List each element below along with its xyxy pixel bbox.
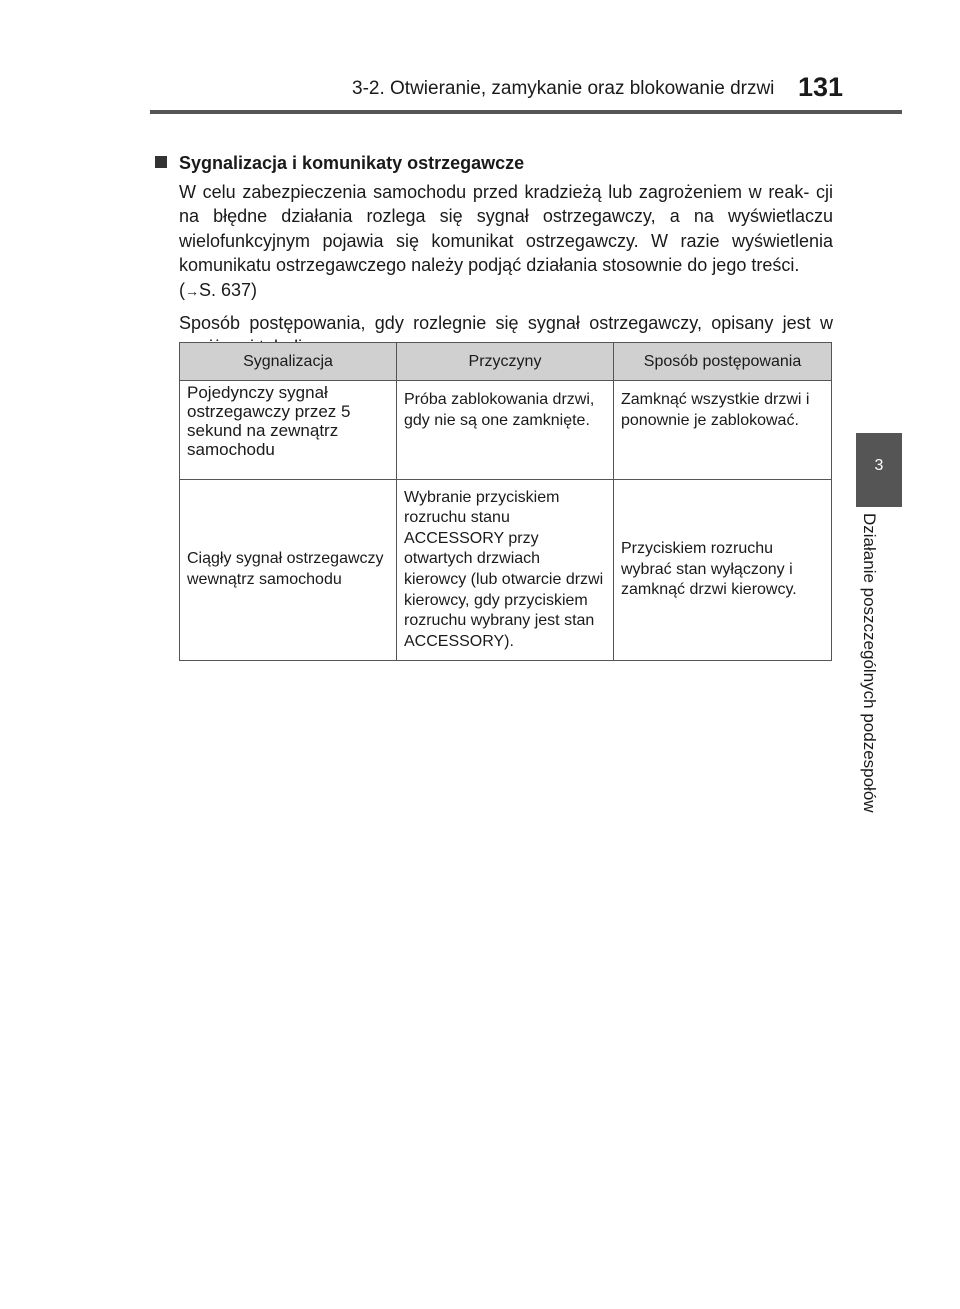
- table-cell: Zamknąć wszystkie drzwi i ponownie je zablokować.: [614, 381, 832, 480]
- header-rule: [150, 110, 902, 114]
- table-cell: Ciągły sygnał ostrzegawczy wewnątrz samochodu: [180, 480, 397, 661]
- table-cell: Pojedynczy sygnał ostrzegawczy przez 5 sekund na zewnątrz samochodu: [180, 381, 397, 480]
- section-heading-text: Sygnalizacja i komunikaty ostrzegawcze: [179, 153, 525, 173]
- section-heading: [155, 150, 833, 176]
- intro-paragraph: [179, 180, 833, 303]
- side-chapter-title-text: Działanie poszczególnych podzespołów: [860, 513, 879, 813]
- chapter-number: 3: [874, 457, 884, 474]
- warning-section: [155, 150, 833, 360]
- table-row: [180, 381, 832, 480]
- column-header-cause: Przyczyny: [397, 343, 614, 381]
- chapter-tab: [856, 433, 902, 507]
- table-header-row: [180, 343, 832, 381]
- page-reference-link[interactable]: S. 637): [199, 279, 258, 300]
- table-row: [180, 480, 832, 661]
- column-header-signal: Sygnalizacja: [180, 343, 397, 381]
- ref-open: (: [179, 279, 185, 300]
- side-chapter-title: [849, 505, 909, 865]
- square-bullet-icon: [155, 156, 167, 168]
- intro-text: W celu zabezpieczenia samochodu przed kradzieżą lub zagrożeniem w reak- cji na błędne działania rozlega się sygnał ostrzegawczy, a na wyświetlaczu wielofunkcyjnym pojawia się komunikat ostrzegawczy. W razie wyświetlenia komunikatu ostrzegawczego należy podjąć działania stosownie do jego treści.: [179, 182, 833, 276]
- table-cell: Wybranie przyciskiem rozruchu stanu ACCESSORY przy otwartych drzwiach kierowcy (lub otwarcie drzwi kierowcy, gdy przyciskiem rozruchu wybrany jest stan ACCESSORY).: [397, 480, 614, 661]
- column-header-action: Sposób postępowania: [614, 343, 832, 381]
- table-cell: Próba zablokowania drzwi, gdy nie są one zamknięte.: [397, 381, 614, 480]
- page-number: 131: [798, 72, 844, 102]
- warning-signal-table: [179, 342, 832, 661]
- table-cell: Przyciskiem rozruchu wybrać stan wyłączony i zamknąć drzwi kierowcy.: [614, 480, 832, 661]
- table-intro-paragraph: Sposób postępowania, gdy rozlegnie się sygnał ostrzegawczy, opisany jest w: [179, 313, 833, 334]
- arrow-right-icon: →: [185, 282, 199, 299]
- header-title: 3-2. Otwieranie, zamykanie oraz blokowanie drzwi: [352, 78, 775, 99]
